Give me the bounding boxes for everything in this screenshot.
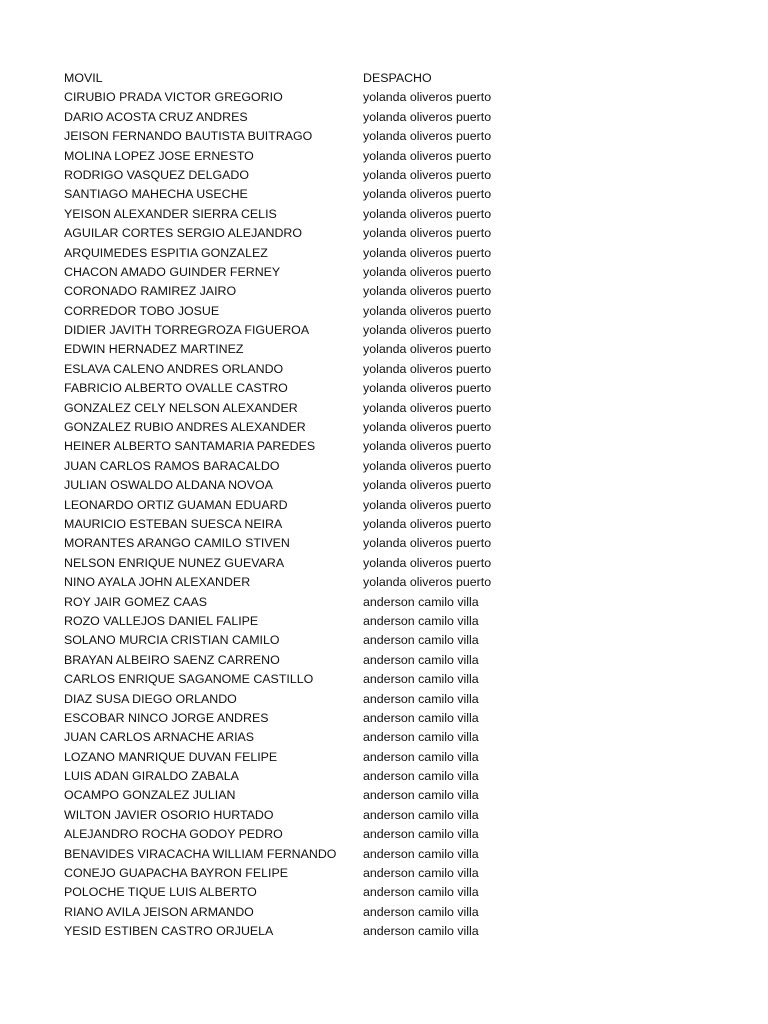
table-row bbox=[64, 631, 704, 650]
cell-despacho: yolanda oliveros puerto bbox=[363, 187, 492, 202]
table-row bbox=[64, 845, 704, 864]
table-row bbox=[64, 108, 704, 127]
cell-movil: CONEJO GUAPACHA BAYRON FELIPE bbox=[64, 866, 288, 881]
cell-movil: CARLOS ENRIQUE SAGANOME CASTILLO bbox=[64, 672, 314, 687]
cell-movil: RODRIGO VASQUEZ DELGADO bbox=[64, 167, 249, 182]
cell-despacho: anderson camilo villa bbox=[363, 807, 479, 822]
cell-movil: ROY JAIR GOMEZ CAAS bbox=[64, 594, 207, 609]
cell-movil: DARIO ACOSTA CRUZ ANDRES bbox=[64, 109, 248, 124]
table-row bbox=[64, 282, 704, 301]
table-row bbox=[64, 88, 704, 107]
table-row bbox=[64, 437, 704, 456]
table-row bbox=[64, 670, 704, 689]
table-row bbox=[64, 883, 704, 902]
cell-movil: MOLINA LOPEZ JOSE ERNESTO bbox=[64, 148, 254, 163]
table-row bbox=[64, 476, 704, 495]
cell-movil: GONZALEZ CELY NELSON ALEXANDER bbox=[64, 400, 298, 415]
table-row bbox=[64, 690, 704, 709]
cell-movil: OCAMPO GONZALEZ JULIAN bbox=[64, 788, 236, 803]
table-row bbox=[64, 263, 704, 282]
cell-despacho: yolanda oliveros puerto bbox=[363, 400, 492, 415]
cell-despacho: anderson camilo villa bbox=[363, 672, 479, 687]
cell-movil: NELSON ENRIQUE NUNEZ GUEVARA bbox=[64, 555, 285, 570]
cell-movil: WILTON JAVIER OSORIO HURTADO bbox=[64, 807, 274, 822]
cell-movil: ROZO VALLEJOS DANIEL FALIPE bbox=[64, 613, 259, 628]
cell-movil: CORONADO RAMIREZ JAIRO bbox=[64, 284, 237, 299]
cell-movil: JEISON FERNANDO BAUTISTA BUITRAGO bbox=[64, 129, 313, 144]
cell-despacho: anderson camilo villa bbox=[363, 904, 479, 919]
cell-despacho: anderson camilo villa bbox=[363, 788, 479, 803]
cell-despacho: yolanda oliveros puerto bbox=[363, 264, 492, 279]
cell-despacho: anderson camilo villa bbox=[363, 613, 479, 628]
cell-despacho: yolanda oliveros puerto bbox=[363, 284, 492, 299]
table-row bbox=[64, 515, 704, 534]
table-row bbox=[64, 147, 704, 166]
cell-despacho: anderson camilo villa bbox=[363, 885, 479, 900]
table-row bbox=[64, 864, 704, 883]
table-row bbox=[64, 496, 704, 515]
cell-despacho: anderson camilo villa bbox=[363, 846, 479, 861]
cell-despacho: anderson camilo villa bbox=[363, 652, 479, 667]
cell-movil: GONZALEZ RUBIO ANDRES ALEXANDER bbox=[64, 420, 306, 435]
cell-despacho: yolanda oliveros puerto bbox=[363, 555, 492, 570]
cell-despacho: anderson camilo villa bbox=[363, 594, 479, 609]
cell-movil: NINO AYALA JOHN ALEXANDER bbox=[64, 575, 251, 590]
cell-despacho: anderson camilo villa bbox=[363, 866, 479, 881]
cell-movil: LEONARDO ORTIZ GUAMAN EDUARD bbox=[64, 497, 288, 512]
table-row bbox=[64, 205, 704, 224]
table-row bbox=[64, 224, 704, 243]
table-row bbox=[64, 244, 704, 263]
cell-movil: FABRICIO ALBERTO OVALLE CASTRO bbox=[64, 381, 288, 396]
cell-movil: EDWIN HERNADEZ MARTINEZ bbox=[64, 342, 244, 357]
cell-movil: CORREDOR TOBO JOSUE bbox=[64, 303, 220, 318]
table-row bbox=[64, 340, 704, 359]
cell-despacho: anderson camilo villa bbox=[363, 924, 479, 939]
table-row bbox=[64, 360, 704, 379]
cell-despacho: anderson camilo villa bbox=[363, 827, 479, 842]
cell-despacho: yolanda oliveros puerto bbox=[363, 342, 492, 357]
table-row bbox=[64, 321, 704, 340]
cell-movil: MORANTES ARANGO CAMILO STIVEN bbox=[64, 536, 290, 551]
cell-movil: DIDIER JAVITH TORREGROZA FIGUEROA bbox=[64, 323, 310, 338]
table-row bbox=[64, 709, 704, 728]
cell-movil: ESLAVA CALENO ANDRES ORLANDO bbox=[64, 361, 284, 376]
cell-movil: JULIAN OSWALDO ALDANA NOVOA bbox=[64, 478, 273, 493]
cell-despacho: anderson camilo villa bbox=[363, 769, 479, 784]
table-row bbox=[64, 767, 704, 786]
cell-despacho: anderson camilo villa bbox=[363, 730, 479, 745]
cell-despacho: yolanda oliveros puerto bbox=[363, 90, 492, 105]
cell-despacho: yolanda oliveros puerto bbox=[363, 497, 492, 512]
table-row bbox=[64, 573, 704, 592]
cell-despacho: yolanda oliveros puerto bbox=[363, 129, 492, 144]
cell-despacho: yolanda oliveros puerto bbox=[363, 206, 492, 221]
cell-movil: RIANO AVILA JEISON ARMANDO bbox=[64, 904, 254, 919]
cell-movil: HEINER ALBERTO SANTAMARIA PAREDES bbox=[64, 439, 316, 454]
cell-movil: POLOCHE TIQUE LUIS ALBERTO bbox=[64, 885, 257, 900]
cell-despacho: yolanda oliveros puerto bbox=[363, 109, 492, 124]
assignment-table bbox=[64, 69, 704, 942]
cell-despacho: yolanda oliveros puerto bbox=[363, 245, 492, 260]
cell-despacho: yolanda oliveros puerto bbox=[363, 167, 492, 182]
cell-movil: SOLANO MURCIA CRISTIAN CAMILO bbox=[64, 633, 280, 648]
table-row bbox=[64, 127, 704, 146]
table-row bbox=[64, 534, 704, 553]
cell-movil: BENAVIDES VIRACACHA WILLIAM FERNANDO bbox=[64, 846, 337, 861]
cell-movil: LUIS ADAN GIRALDO ZABALA bbox=[64, 769, 239, 784]
cell-despacho: yolanda oliveros puerto bbox=[363, 516, 492, 531]
cell-despacho: anderson camilo villa bbox=[363, 691, 479, 706]
table-row bbox=[64, 554, 704, 573]
cell-despacho: yolanda oliveros puerto bbox=[363, 226, 492, 241]
cell-despacho: yolanda oliveros puerto bbox=[363, 420, 492, 435]
table-row bbox=[64, 748, 704, 767]
cell-movil: CHACON AMADO GUINDER FERNEY bbox=[64, 264, 281, 279]
cell-despacho: yolanda oliveros puerto bbox=[363, 439, 492, 454]
cell-movil: LOZANO MANRIQUE DUVAN FELIPE bbox=[64, 749, 278, 764]
cell-movil: BRAYAN ALBEIRO SAENZ CARRENO bbox=[64, 652, 280, 667]
cell-movil: ARQUIMEDES ESPITIA GONZALEZ bbox=[64, 245, 268, 260]
table-row bbox=[64, 651, 704, 670]
table-row bbox=[64, 728, 704, 747]
cell-despacho: yolanda oliveros puerto bbox=[363, 458, 492, 473]
cell-despacho: anderson camilo villa bbox=[363, 749, 479, 764]
table-row bbox=[64, 786, 704, 805]
table-row bbox=[64, 922, 704, 941]
cell-movil: MAURICIO ESTEBAN SUESCA NEIRA bbox=[64, 516, 283, 531]
cell-movil: DIAZ SUSA DIEGO ORLANDO bbox=[64, 691, 237, 706]
cell-despacho: yolanda oliveros puerto bbox=[363, 361, 492, 376]
table-row bbox=[64, 825, 704, 844]
table-row bbox=[64, 418, 704, 437]
table-header-row bbox=[64, 69, 704, 88]
cell-despacho: anderson camilo villa bbox=[363, 633, 479, 648]
cell-despacho: yolanda oliveros puerto bbox=[363, 148, 492, 163]
cell-despacho: yolanda oliveros puerto bbox=[363, 303, 492, 318]
cell-movil: AGUILAR CORTES SERGIO ALEJANDRO bbox=[64, 226, 303, 241]
cell-despacho: yolanda oliveros puerto bbox=[363, 478, 492, 493]
table-row bbox=[64, 166, 704, 185]
table-row bbox=[64, 457, 704, 476]
cell-movil: ESCOBAR NINCO JORGE ANDRES bbox=[64, 710, 269, 725]
cell-movil: JUAN CARLOS ARNACHE ARIAS bbox=[64, 730, 255, 745]
table-row bbox=[64, 903, 704, 922]
cell-movil: YEISON ALEXANDER SIERRA CELIS bbox=[64, 206, 277, 221]
cell-movil: SANTIAGO MAHECHA USECHE bbox=[64, 187, 248, 202]
table-row bbox=[64, 806, 704, 825]
table-row bbox=[64, 593, 704, 612]
table-row bbox=[64, 399, 704, 418]
cell-movil: ALEJANDRO ROCHA GODOY PEDRO bbox=[64, 827, 283, 842]
header-movil: MOVIL bbox=[64, 71, 103, 85]
cell-despacho: yolanda oliveros puerto bbox=[363, 323, 492, 338]
cell-despacho: anderson camilo villa bbox=[363, 710, 479, 725]
cell-despacho: yolanda oliveros puerto bbox=[363, 381, 492, 396]
table-row bbox=[64, 185, 704, 204]
table-body bbox=[64, 88, 704, 941]
table-row bbox=[64, 612, 704, 631]
header-despacho: DESPACHO bbox=[363, 71, 432, 85]
cell-movil: JUAN CARLOS RAMOS BARACALDO bbox=[64, 458, 280, 473]
cell-movil: YESID ESTIBEN CASTRO ORJUELA bbox=[64, 924, 274, 939]
table-row bbox=[64, 379, 704, 398]
cell-movil: CIRUBIO PRADA VICTOR GREGORIO bbox=[64, 90, 283, 105]
table-row bbox=[64, 302, 704, 321]
cell-despacho: yolanda oliveros puerto bbox=[363, 575, 492, 590]
cell-despacho: yolanda oliveros puerto bbox=[363, 536, 492, 551]
